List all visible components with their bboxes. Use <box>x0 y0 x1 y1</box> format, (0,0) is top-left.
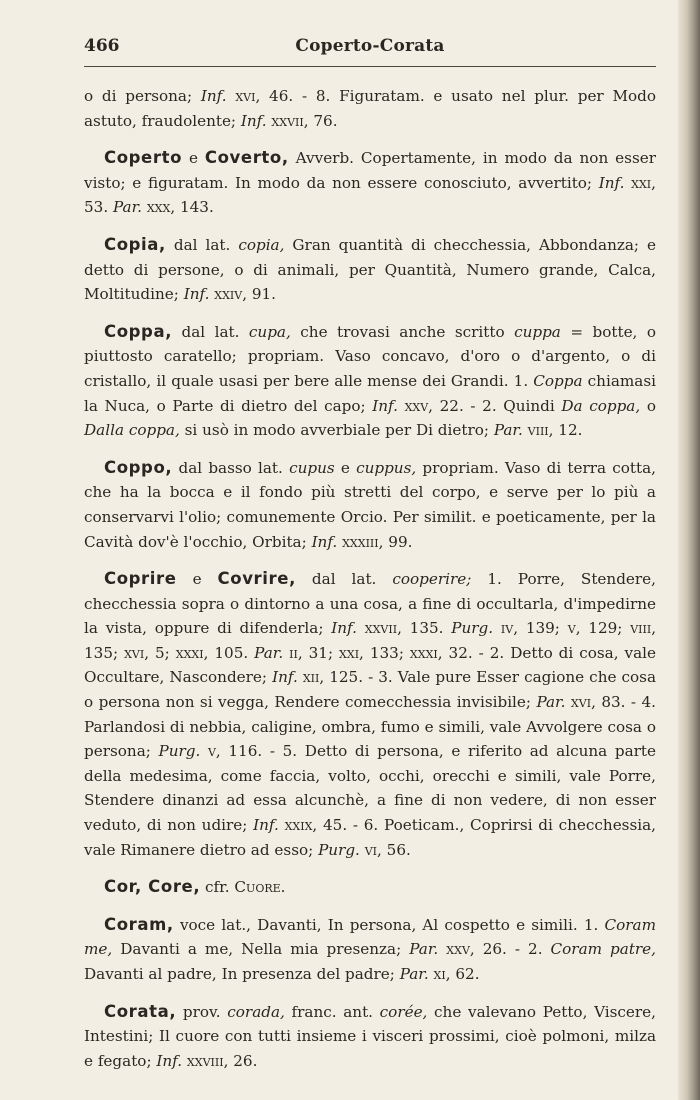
entry-text: franc. ant. <box>284 1002 380 1021</box>
small-caps-text: xxi <box>624 173 652 192</box>
small-caps-text: xxvii <box>356 619 398 638</box>
small-caps-text: xxxi <box>409 643 438 662</box>
entry-text: dal basso lat. <box>172 458 290 477</box>
dictionary-entry <box>84 233 656 307</box>
entry-text: , 5; <box>144 643 176 662</box>
page-header <box>84 36 656 64</box>
entry-text: 1. Porre, Stendere, checchessia sopra o dintorno a una cosa, a fine di occultarla, d'impedirne la vista, oppure di difenderla; <box>84 570 656 638</box>
header-rule <box>84 66 656 67</box>
italic-text: corada, <box>227 1002 285 1021</box>
italic-text: Inf. <box>183 285 210 304</box>
entry-text: , 46. - 8. Figuratam. e usato nel plur. per Modo astuto, fraudolente; <box>84 87 657 130</box>
entry-text: si usò in modo avverbiale per Di dietro; <box>179 421 494 440</box>
dictionary-entry <box>84 146 656 220</box>
entry-text: , 135; <box>84 619 657 662</box>
headword: Coperto <box>104 148 183 168</box>
entry-text: , 133; <box>359 643 410 662</box>
italic-text: cooperire; <box>392 570 472 589</box>
dictionary-entry <box>84 567 656 862</box>
small-caps-text: iv <box>493 619 514 638</box>
italic-text: Inf. <box>331 619 357 638</box>
headword: Cor, Core, <box>104 877 201 897</box>
entry-text: , 62. <box>445 965 480 983</box>
italic-text: Purg. <box>451 619 494 638</box>
small-caps-text: vi <box>359 840 378 859</box>
entry-text: , 22. - 2. Quindi <box>428 396 562 415</box>
dictionary-entry <box>84 1000 656 1074</box>
italic-text: Coram me, <box>84 915 656 959</box>
small-caps-text: xxix <box>278 816 313 835</box>
dictionary-column <box>84 84 656 1086</box>
entry-text: o di persona; <box>84 87 201 105</box>
entry-text: , 53. <box>84 173 656 217</box>
italic-text: Inf. <box>272 668 298 687</box>
entry-text: . <box>280 878 286 897</box>
small-caps-text: xxviii <box>182 1051 224 1070</box>
small-caps-text: xxv <box>438 940 470 959</box>
italic-text: Par. <box>254 643 284 662</box>
small-caps-text: xxi <box>339 643 360 662</box>
headword: Corata, <box>104 1001 177 1021</box>
italic-text: Par. <box>112 198 142 217</box>
page-number: 466 <box>84 36 120 56</box>
entry-text: propriam. Vaso di terra cotta, che ha la bocca e il fondo più stretti del corpo, e serve per lo più a conservarvi l'olio; comunemente Orcio. Per similit. e poeticamente, per la Cavità dov'è l'occhio, Orbita; <box>84 458 656 551</box>
running-head: Coperto-Corata <box>295 36 445 56</box>
entry-text: Avverb. Copertamente, in modo da non esser visto; e figuratam. In modo da non essere conosciuto, avvertito; <box>84 149 656 192</box>
entry-text: Gran quantità di checchessia, Abbondanza; e detto di persone, o di animali, per Quantità, Numero grande, Calca, Moltitudine; <box>84 235 656 304</box>
headword: Coprire <box>104 569 177 589</box>
italic-text: cupus <box>289 458 335 477</box>
small-caps-text: v <box>567 619 576 638</box>
headword: Covrire, <box>217 569 296 589</box>
entry-text: , 99. <box>378 532 413 551</box>
entry-text: , 91. <box>242 285 276 304</box>
small-caps-text: xxxi <box>175 643 204 662</box>
small-caps-text: xi <box>428 965 446 983</box>
headword: Coppo, <box>104 457 173 477</box>
headword: Coverto, <box>204 148 289 168</box>
small-caps-text: ii <box>283 643 298 662</box>
entry-text: cfr. <box>200 878 235 897</box>
small-caps-text: xxx <box>142 198 171 217</box>
italic-text: Da coppa, <box>561 396 641 415</box>
italic-text: Inf. <box>156 1051 183 1070</box>
entry-text: , 45. - 6. Poeticam., Coprirsi di checchessia, vale Rimanere dietro ad esso; <box>84 816 657 859</box>
headword: Coram, <box>104 914 174 934</box>
dictionary-entry <box>84 913 656 987</box>
entry-text: dal lat. <box>295 570 393 589</box>
entry-text: , 125. - 3. Vale pure Esser cagione che cosa o persona non si vegga, Rendere comecchessia invisibile; <box>84 668 657 712</box>
entry-text: , 139; <box>513 619 568 638</box>
italic-text: cuppus, <box>356 458 417 477</box>
entry-text: , 26. <box>223 1051 258 1070</box>
small-caps-text: xii <box>297 668 320 687</box>
entry-text: voce lat., Davanti, In persona, Al cospetto e simili. 1. <box>173 915 605 934</box>
italic-text: Inf. <box>311 532 338 551</box>
entry-text: , 26. - 2. <box>469 940 551 959</box>
small-caps-text: xxvii <box>266 111 304 130</box>
page-edge-shadow <box>678 0 700 1100</box>
entry-text: , 83. - 4. Parlandosi di nebbia, caligine, ombra, fumo e simili, vale Avvolgere cosa o persona; <box>84 693 657 761</box>
entry-text: , 116. - 5. Detto di persona, e riferito ad alcuna parte della medesima, come faccia, volto, occhi, orecchi e simili, vale Porre, Stendere dinanzi ad essa alcunchè, a fine di non vedere, di non esser veduto, di non udire; <box>84 742 656 835</box>
italic-text: cuppa <box>514 322 561 341</box>
italic-text: cupa, <box>248 322 291 341</box>
italic-text: Inf. <box>598 173 625 192</box>
italic-text: Dalla coppa, <box>84 421 180 440</box>
small-caps-text: viii <box>522 421 549 440</box>
small-caps-text: xvi <box>124 643 145 662</box>
entry-continuation <box>84 84 656 133</box>
italic-text: Purg. <box>318 840 360 859</box>
entry-text: dal lat. <box>165 235 239 254</box>
italic-text: Par. <box>493 421 523 440</box>
italic-text: Par. <box>399 965 429 983</box>
headword: Coppa, <box>104 321 173 341</box>
entry-text: = botte, o piuttosto caratello; propriam. Vaso concavo, d'oro o d'argento, o di cristallo, il quale usasi per bere alle mense dei Grandi. 1. <box>84 322 656 390</box>
entry-text: , 32. - 2. Detto di cosa, vale Occultare, Nascondere; <box>84 643 656 687</box>
italic-text: Inf. <box>240 111 267 130</box>
italic-text: Coppa <box>533 371 583 390</box>
entry-text: Davanti a me, Nella mia presenza; <box>112 940 410 959</box>
headword: Copia, <box>104 234 166 254</box>
italic-text: Coram patre, <box>550 940 656 959</box>
italic-text: Inf. <box>253 816 279 835</box>
italic-text: corée, <box>379 1002 428 1021</box>
italic-text: Inf. <box>372 396 398 415</box>
entry-text: e <box>176 570 218 589</box>
entry-text: , 31; <box>297 643 340 662</box>
italic-text: copia, <box>238 235 285 254</box>
entry-text: , 105. <box>203 643 255 662</box>
small-caps-text: viii <box>630 619 652 638</box>
dictionary-entry <box>84 320 656 443</box>
small-caps-text: v <box>200 742 216 761</box>
small-caps-text: xvi <box>226 87 256 105</box>
small-caps-text: xxxiii <box>337 532 379 551</box>
italic-text: Par. <box>536 693 566 712</box>
italic-text: Inf. <box>200 87 227 105</box>
entry-text: , 129; <box>575 619 631 638</box>
entry-text: che valevano Petto, Viscere, Intestini; Il cuore con tutti insieme i visceri prossimi, cioè polmoni, milza e fegato; <box>84 1002 656 1070</box>
entry-text: dal lat. <box>172 322 249 341</box>
small-caps-text: xvi <box>565 693 592 712</box>
entry-text: Davanti al padre, In presenza del padre; <box>84 965 400 983</box>
small-caps-text: Cuore <box>234 878 281 897</box>
entry-text: che trovasi anche scritto <box>290 322 515 341</box>
small-caps-text: xxv <box>397 396 429 415</box>
italic-text: Par. <box>409 940 439 959</box>
small-caps-text: xxiv <box>209 285 243 304</box>
entry-text: , 143. <box>170 198 214 217</box>
entry-text: , 12. <box>548 421 583 440</box>
dictionary-entry <box>84 456 656 554</box>
entry-text: , 135. <box>397 619 452 638</box>
entry-text: , 76. <box>303 111 338 130</box>
italic-text: Purg. <box>158 742 201 761</box>
entry-text: chiamasi la Nuca, o Parte di dietro del capo; <box>84 371 656 415</box>
dictionary-entry <box>84 875 656 900</box>
entry-text: prov. <box>176 1002 228 1021</box>
entry-text: o <box>640 396 656 415</box>
entry-text: e <box>334 458 357 477</box>
entry-text: , 56. <box>377 840 411 859</box>
entry-text: e <box>182 149 205 168</box>
